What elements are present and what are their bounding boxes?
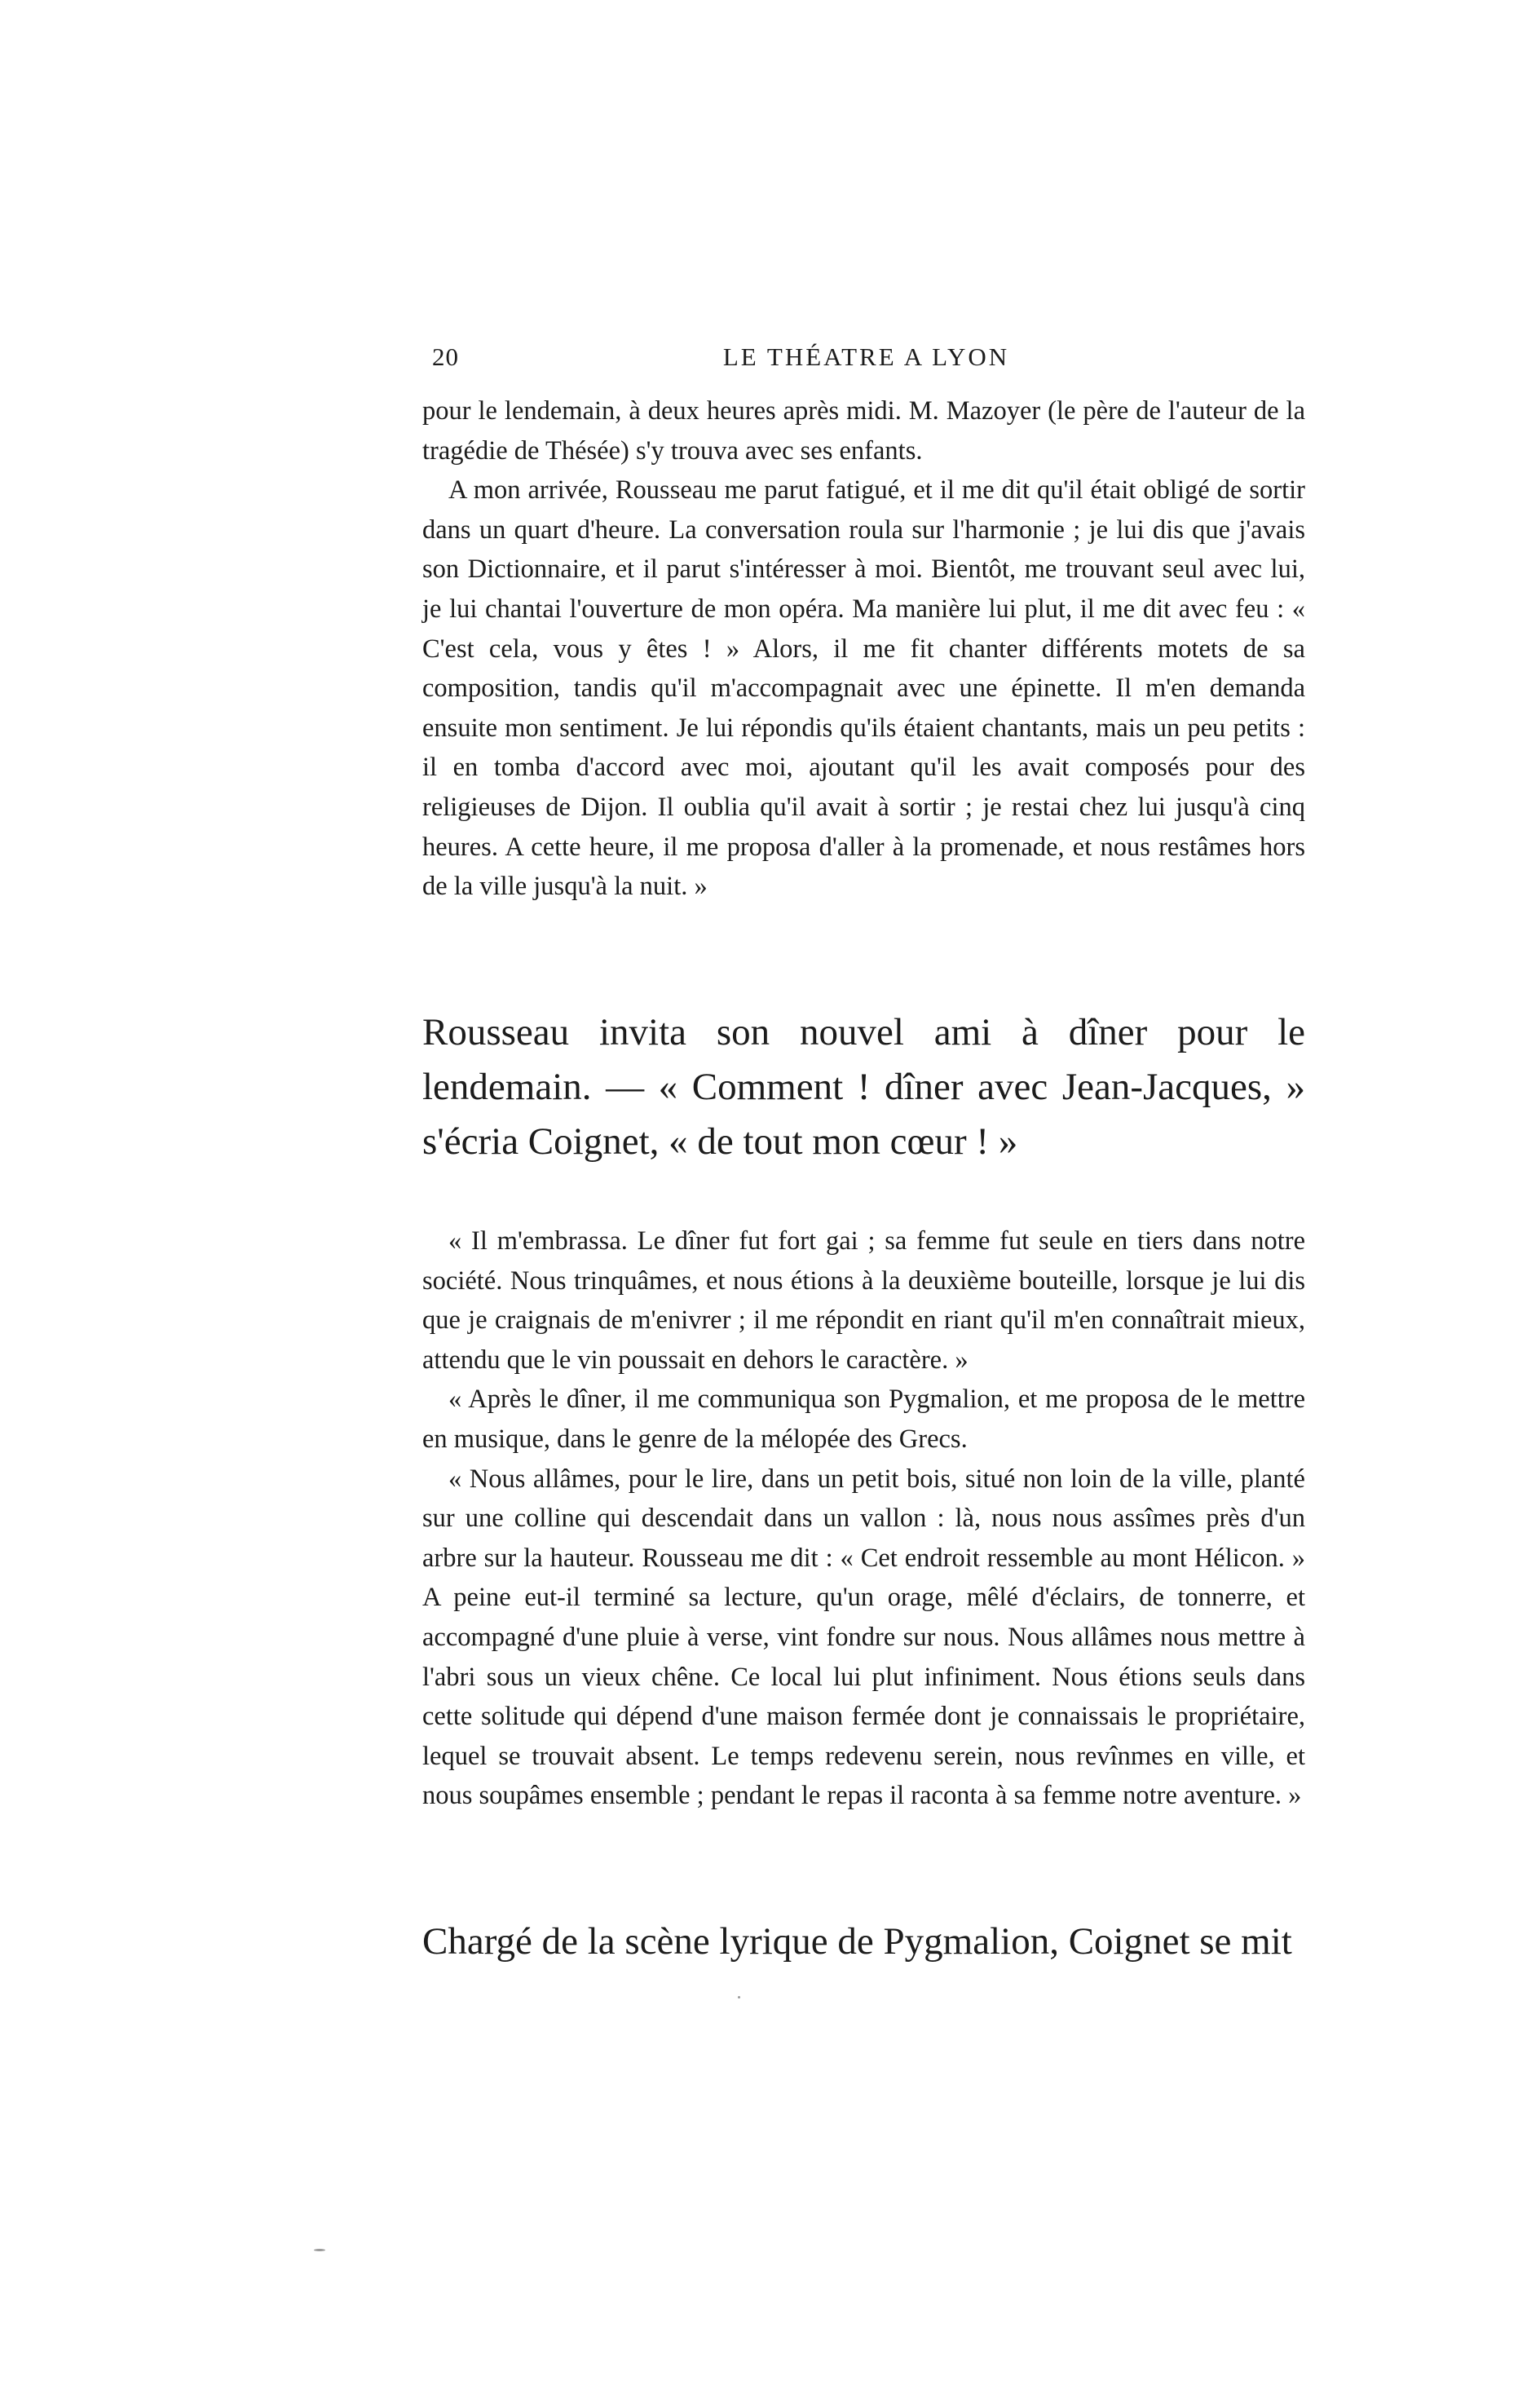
quote-paragraph: « Après le dîner, il me communiqua son Pygmalion, et me proposa de le mettre en musique, dans le genre de la mélopée des Grecs. [422, 1385, 1305, 1454]
quote-paragraph: « Il m'embrassa. Le dîner fut fort gai ; sa femme fut seule en tiers dans notre société. Nous trinquâmes, et nous étions à la deuxième bouteille, lorsque je lui dis que je craignais de m'enivrer ; il me répondit en riant qu'il m'en connaîtrait mieux, attendu que le vin poussait en dehors le caractère. » [422, 1226, 1305, 1375]
scan-speck [738, 1996, 740, 1998]
quote-block-1 [422, 391, 1305, 907]
narrative-paragraph-2 [422, 1915, 1305, 1969]
running-title: LE THÉATRE A LYON [722, 342, 1010, 371]
quote-paragraph: « Nous allâmes, pour le lire, dans un petit bois, situé non loin de la ville, planté sur une colline qui descendait dans un vallon : là, nous nous assîmes près d'un arbre sur la hauteur. Rousseau me dit : « Cet endroit ressemble au mont Hélicon. » A peine eut-il terminé sa lecture, qu'un orage, mêlé d'éclairs, de tonnerre, et accompagné d'une pluie à verse, vint fondre sur nous. Nous allâmes nous mettre à l'abri sous un vieux chêne. Ce local lui plut infiniment. Nous étions seuls dans cette solitude qui dépend d'une maison fermée dont je connaissais le propriétaire, lequel se trouvait absent. Le temps redevenu serein, nous revînmes en ville, et nous soupâmes ensemble ; pendant le repas il raconta à sa femme notre aventure. » [422, 1464, 1305, 1811]
quote-paragraph: A mon arrivée, Rousseau me parut fatigué, et il me dit qu'il était obligé de sortir dans un quart d'heure. La conversation roula sur l'harmonie ; je lui dis que j'avais son Dictionnaire, et il parut s'intéresser à moi. Bientôt, me trouvant seul avec lui, je lui chantai l'ouverture de mon opéra. Ma manière lui plut, il me dit avec feu : « C'est cela, vous y êtes ! » Alors, il me fit chanter différents motets de sa composition, tandis qu'il m'accompagnait avec une épinette. Il m'en demanda ensuite mon sentiment. Je lui répondis qu'ils étaient chantants, mais un peu petits : il en tomba d'accord avec moi, ajoutant qu'il les avait composés pour des religieuses de Dijon. Il oublia qu'il avait à sortir ; je restai chez lui jusqu'à cinq heures. A cette heure, il me proposa d'aller à la promenade, et nous restâmes hors de la ville jusqu'à la nuit. » [422, 475, 1305, 902]
quote-paragraph: pour le lendemain, à deux heures après midi. M. Mazoyer (le père de l'auteur de la tragédie de Thésée) s'y trouva avec ses enfants. [422, 396, 1305, 466]
page-number: 20 [432, 342, 459, 371]
narrative-text: Rousseau invita son nouvel ami à dîner pour le lendemain. — « Comment ! dîner avec Jean-Jacques, » s'écria Coignet, « de tout mon cœur ! » [422, 1011, 1305, 1163]
narrative-text: Chargé de la scène lyrique de Pygmalion, Coignet se mit [422, 1920, 1292, 1963]
narrative-paragraph-1 [422, 1005, 1305, 1169]
scan-speck [314, 2249, 325, 2251]
quote-block-2 [422, 1221, 1305, 1816]
